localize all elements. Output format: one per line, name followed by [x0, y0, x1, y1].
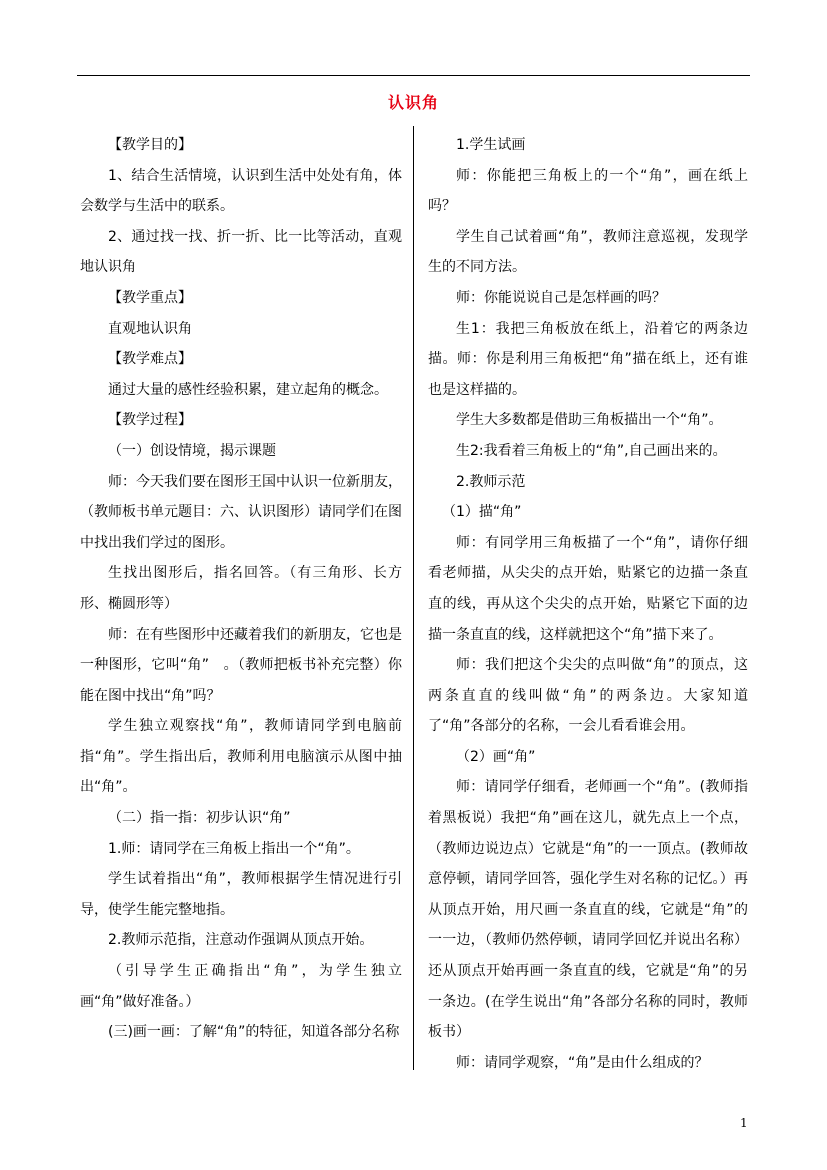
section-heading-key-points: 【教学重点】: [108, 289, 192, 306]
subsection-heading: 2.教师示范: [456, 473, 526, 490]
subsection-heading: (三)画一画：了解“角”的特征，知道各部分名称: [108, 1024, 400, 1041]
page-title: 认识角: [387, 93, 439, 112]
paragraph: 学生试着指出“角”，教师根据学生情况进行引导，使学生能完整地指。: [80, 871, 402, 918]
paragraph: 师：你能说说自己是怎样画的吗？: [456, 289, 666, 306]
right-column: [428, 130, 748, 1078]
paragraph: 师：请同学仔细看，老师画一个“角”。(教师指着黑板说）我把“角”画在这儿，就先点上一个点，（教师边说边点）它就是“角”的一一顶点。(教师故意停顿，请同学回答，强化学生对名称的记忆。）再从顶点开始，用尺画一条直直的线，它就是“角”的一一边，（教师仍然停顿，请同学回忆并说出名称）还从顶点开始再画一条直直的线，它就是“角”的另一条边。(在学生说出“角”各部分名称的同时，教师板书）: [428, 779, 748, 1041]
paragraph: 2.教师示范指，注意动作强调从顶点开始。: [108, 932, 374, 949]
paragraph: 学生自己试着画“角”，教师注意巡视，发现学生的不同方法。: [428, 228, 748, 276]
paragraph: 师：你能把三角板上的一个“角”，画在纸上吗？: [428, 167, 748, 215]
section-heading-difficulties: 【教学难点】: [108, 351, 192, 368]
column-divider: [413, 126, 414, 1070]
paragraph: 师：在有些图形中还藏着我们的新朋友，它也是一种图形，它叫“角” 。（教师把板书补充完整）你能在图中找出“角”吗？: [80, 626, 402, 704]
left-column: [80, 130, 402, 1048]
paragraph: 师：今天我们要在图形王国中认识一位新朋友，（教师板书单元题目：六、认识图形）请同学们在图中找出我们学过的图形。: [80, 473, 402, 551]
paragraph: 生找出图形后，指名回答。（有三角形、长方形、椭圆形等）: [80, 565, 402, 612]
paragraph: 学生独立观察找“角”，教师请同学到电脑前指“角”。学生指出后，教师利用电脑演示从图中抽出“角”。: [80, 718, 402, 796]
subsection-heading: （二）指一指：初步认识“角”: [108, 810, 291, 827]
paragraph: 师：我们把这个尖尖的点叫做“角”的顶点，这两条直直的线叫做“角”的两条边。大家知道了“角”各部分的名称，一会儿看看谁会用。: [428, 657, 748, 735]
paragraph: 通过大量的感性经验积累，建立起角的概念。: [108, 381, 388, 398]
subsection-heading: （1）描“角”: [442, 504, 522, 521]
section-heading-objectives: 【教学目的】: [108, 137, 192, 153]
paragraph: 1.师：请同学在三角板上指出一个“角”。: [108, 840, 360, 857]
paragraph: 生1：我把三角板放在纸上，沿着它的两条边描。师：你是利用三角板把“角”描在纸上，还有谁也是这样描的。: [428, 320, 748, 398]
paragraph: 生2:我看着三角板上的“角”,自己画出来的。: [456, 442, 727, 459]
paragraph: 师：有同学用三角板描了一个“角”，请你仔细看老师描，从尖尖的点开始，贴紧它的边描一条直直的线，再从这个尖尖的点开始，贴紧它下面的边描一条直直的线，这样就把这个“角”描下来了。: [428, 534, 748, 643]
paragraph: 学生大多数都是借助三角板描出一个“角”。: [456, 412, 723, 429]
paragraph: 直观地认识角: [108, 320, 192, 337]
paragraph: 1、结合生活情境，认识到生活中处处有角，体会数学与生活中的联系。: [80, 167, 402, 215]
subsection-heading: （2）画“角”: [456, 748, 536, 765]
subsection-heading: 1.学生试画: [456, 137, 526, 153]
paragraph: （引导学生正确指出“角”，为学生独立画“角”做好准备。）: [80, 963, 402, 1010]
section-heading-process: 【教学过程】: [108, 412, 192, 429]
paragraph: 2、通过找一找、折一折、比一比等活动，直观地认识角: [80, 228, 402, 276]
page-number: 1: [740, 1116, 748, 1130]
paragraph: 师：请同学观察，“角”是由什么组成的？: [456, 1054, 709, 1071]
subsection-heading: （一）创设情境，揭示课题: [108, 442, 276, 459]
header-rule: [77, 75, 750, 76]
